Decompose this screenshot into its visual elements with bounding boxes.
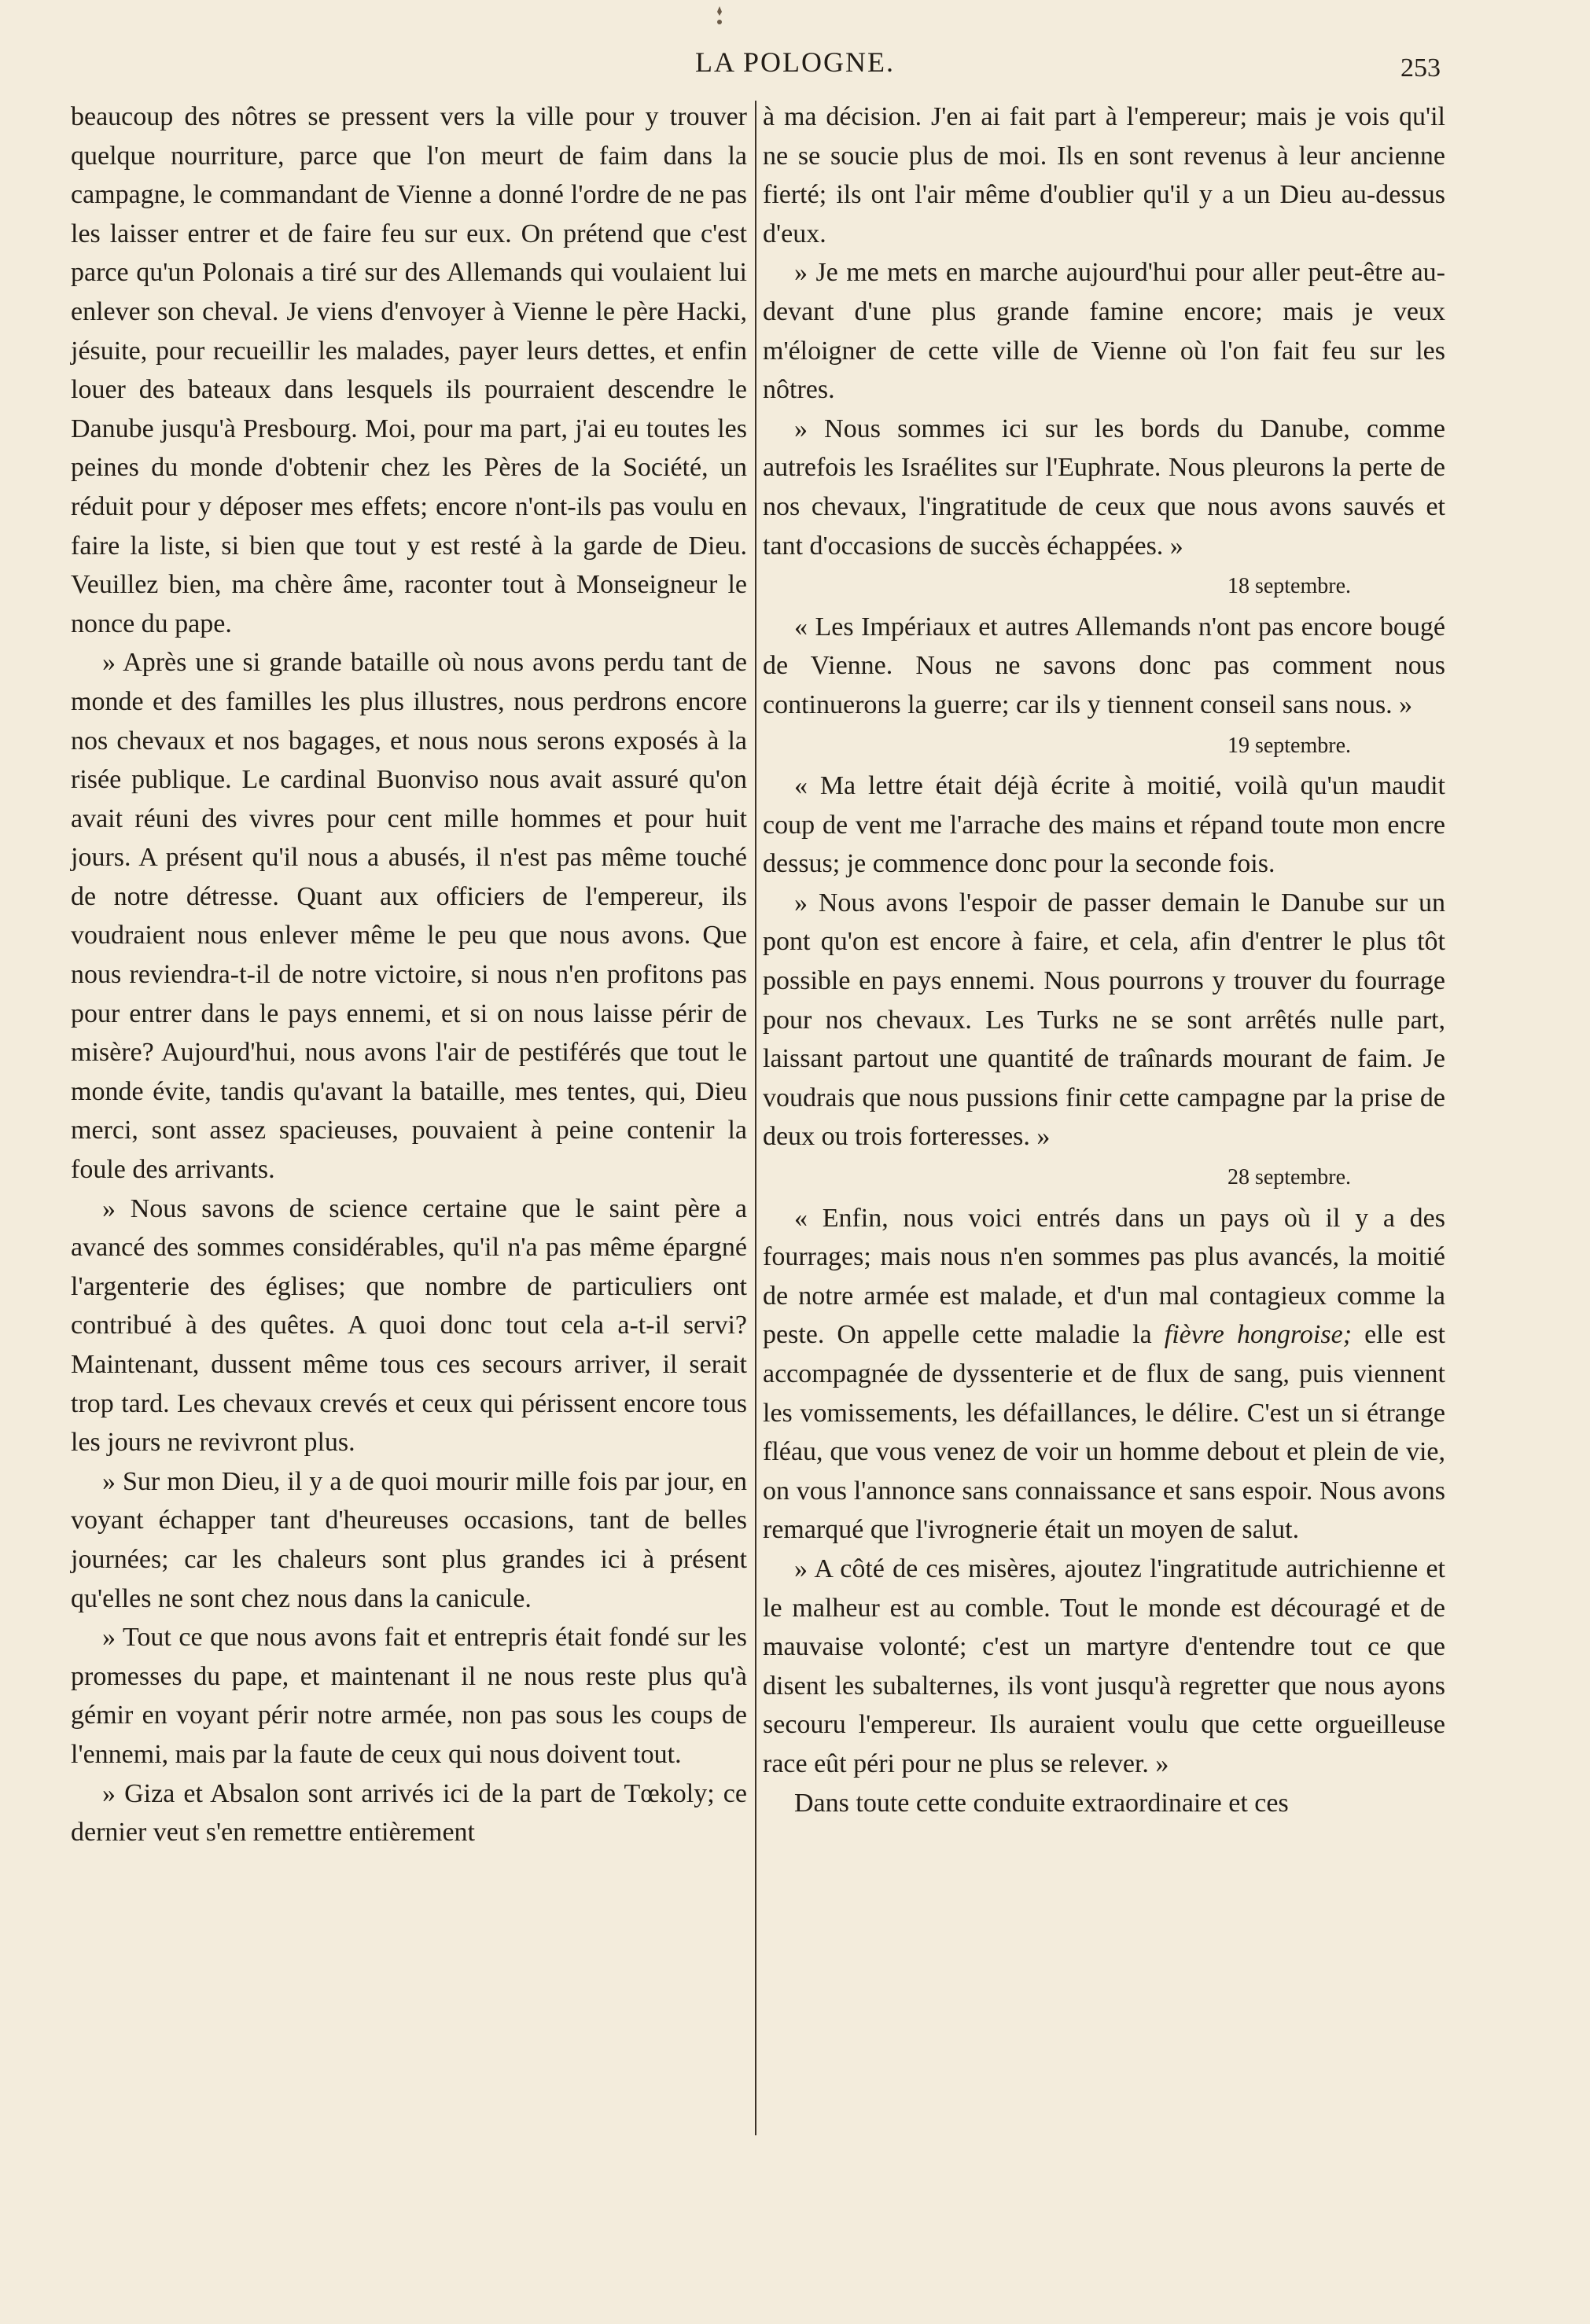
paragraph: » Sur mon Dieu, il y a de quoi mourir mille fois par jour, en voyant échapper tant d'heureuses occasions, tant de belles journées; car les chaleurs sont plus grandes ici à présent qu'elles ne sont chez nous dans la canicule. — [71, 1466, 747, 1613]
italic-term: fièvre hongroise; — [1164, 1320, 1353, 1350]
right-column — [763, 97, 1445, 1822]
paragraph: » Nous savons de science certaine que le saint père a avancé des sommes considérables, qu'il n'a pas même épargné l'argenterie des églises; que nombre de particuliers ont contribué à des quêtes. A quoi donc tout cela a-t-il servi? Maintenant, dussent même tous ces secours arriver, il serait trop tard. Les chevaux crevés et ceux qui périssent encore tous les jours ne revivront plus. — [71, 1193, 747, 1458]
paragraph: « Ma lettre était déjà écrite à moitié, voilà qu'un maudit coup de vent me l'arrache des mains et répand toute mon encre dessus; je commence donc pour la seconde fois. — [763, 771, 1445, 879]
paragraph: » Giza et Absalon sont arrivés ici de la part de Tœkoly; ce dernier veut s'en remettre entièrement — [71, 1778, 747, 1848]
ornament-icon — [712, 5, 727, 28]
paragraph: » Je me mets en marche aujourd'hui pour aller peut-être au-devant d'une plus grande famine encore; mais je veux m'éloigner de cette ville de Vienne où l'on fait feu sur les nôtres. — [763, 258, 1445, 405]
paragraph: » Nous sommes ici sur les bords du Danube, comme autrefois les Israélites sur l'Euphrate. Nous pleurons la perte de nos chevaux, l'ingratitude de ceux que nous avons sauvés et tant d'occasions de succès échappées. » — [763, 414, 1445, 561]
text-run: « Enfin, nous voici entrés dans un pays où il y a des fourrages; mais nous n'en sommes pas plus avancés, la moitié de notre armée est malade, et d'un mal contagieux comme la peste. On appelle cette maladie la — [763, 1203, 1445, 1350]
paragraph: » Tout ce que nous avons fait et entrepris était fondé sur les promesses du pape, et maintenant il ne nous reste plus qu'à gémir en voyant périr notre armée, non pas sous les coups de l'ennemi, mais par la faute de ceux qui nous doivent tout. — [71, 1623, 747, 1769]
dateline: 18 septembre. — [1227, 574, 1351, 599]
dateline: 19 septembre. — [1227, 733, 1351, 758]
column-divider — [755, 101, 756, 2135]
paragraph: beaucoup des nôtres se pressent vers la ville pour y trouver quelque nourriture, parce que l'on meurt de faim dans la campagne, le commandant de Vienne a donné l'ordre de ne pas les laisser entrer et de faire feu sur eux. On prétend que c'est parce qu'un Polonais a tiré sur des Allemands qui voulaient lui enlever son cheval. Je viens d'envoyer à Vienne le père Hacki, jésuite, pour recueillir les malades, payer leurs dettes, et enfin louer des bateaux dans lesquels ils pourraient descendre le Danube jusqu'à Presbourg. Moi, pour ma part, j'ai eu toutes les peines du monde d'obtenir chez les Pères de la Société, un réduit pour y déposer mes effets; encore n'ont-ils pas voulu en faire la liste, si bien que tout y est resté à la garde de Dieu. Veuillez bien, ma chère âme, raconter tout à Monseigneur le nonce du pape. — [71, 102, 747, 638]
dateline: 28 septembre. — [1227, 1165, 1351, 1190]
running-title: LA POLOGNE. — [695, 46, 895, 78]
page-number: 253 — [1400, 53, 1441, 83]
paragraph: » A côté de ces misères, ajoutez l'ingratitude autrichienne et le malheur est au comble. Tout le monde est découragé et de mauvaise volonté; c'est un martyre d'entendre tout ce que disent les subalternes, ils vont jusqu'à regretter que nous ayons secouru l'empereur. Ils auraient voulu que cette orgueilleuse race eût péri pour ne plus se relever. » — [763, 1554, 1445, 1778]
paragraph — [763, 1199, 1445, 1550]
paragraph: « Les Impériaux et autres Allemands n'ont pas encore bougé de Vienne. Nous ne savons donc pas comment nous continuerons la guerre; car ils y tiennent conseil sans nous. » — [763, 612, 1445, 719]
text-run: elle est accompagnée de dyssenterie et de flux de sang, puis viennent les vomissements, les défaillances, le délire. C'est un si étrange fléau, que vous venez de voir un homme debout et plein de vie, on vous l'annonce sans connaissance et sans espoir. Nous avons remarqué que l'ivrognerie était un moyen de salut. — [763, 1320, 1445, 1545]
paragraph: » Nous avons l'espoir de passer demain le Danube sur un pont qu'on est encore à faire, et cela, afin d'entrer le plus tôt possible en pays ennemi. Nous pourrons y trouver du fourrage pour nos chevaux. Les Turks ne se sont arrêtés nulle part, laissant partout une quantité de traînards mourant de faim. Je voudrais que nous pussions finir cette campagne par la prise de deux ou trois forteresses. » — [763, 888, 1445, 1152]
left-column — [71, 97, 747, 1852]
paragraph: » Après une si grande bataille où nous avons perdu tant de monde et des familles les plus illustres, nous perdrons encore nos chevaux et nos bagages, et nous nous serons exposés à la risée publique. Le cardinal Buonviso nous avait assuré qu'on avait réuni des vivres pour cent mille hommes et pour huit jours. A présent qu'il nous a abusés, il n'est pas même touché de notre détresse. Quant aux officiers de l'empereur, ils voudraient nous enlever même le peu que nous avons. Que nous reviendra-t-il de notre victoire, si nous n'en profitons pas pour entrer dans le pays ennemi, et si on nous laisse périr de misère? Aujourd'hui, nous avons l'air de pestiférés que tout le monde évite, tandis qu'avant la bataille, mes tentes, qui, Dieu merci, sont assez spacieuses, pouvaient à peine contenir la foule des arrivants. — [71, 648, 747, 1185]
paragraph: à ma décision. J'en ai fait part à l'empereur; mais je vois qu'il ne se soucie plus de moi. Ils en sont revenus à leur ancienne fierté; ils ont l'air même d'oublier qu'il y a un Dieu au-dessus d'eux. — [763, 102, 1445, 248]
paragraph: Dans toute cette conduite extraordinaire et ces — [794, 1788, 1289, 1818]
